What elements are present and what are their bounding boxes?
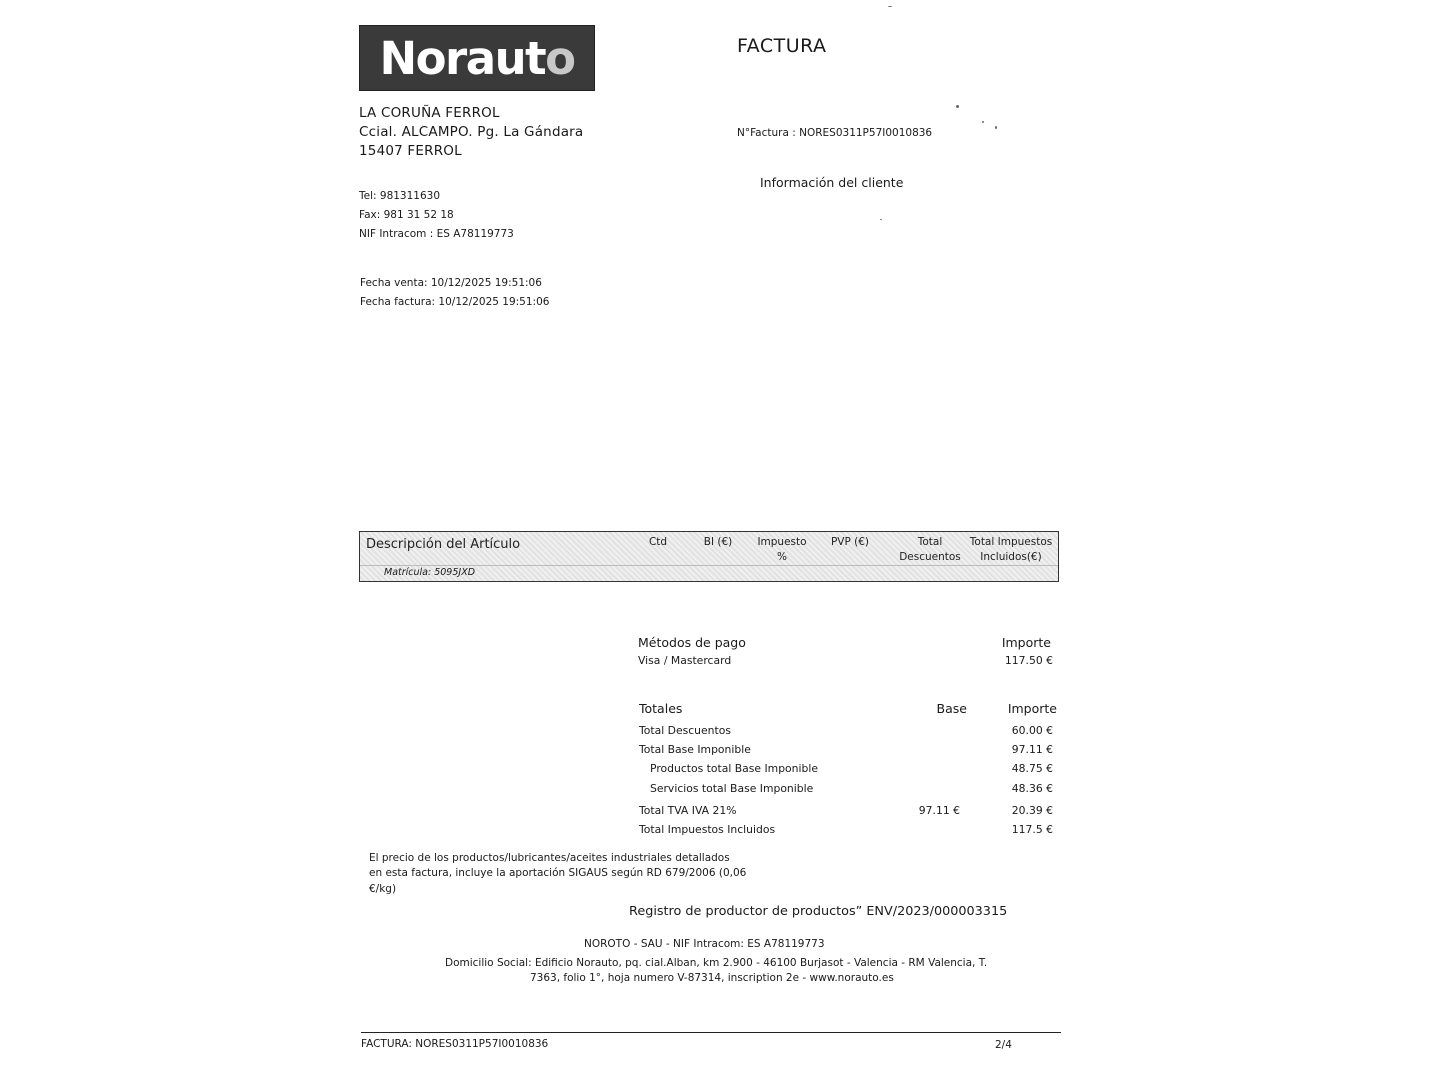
producer-registry: Registro de productor de productos” ENV/2023/000003315 — [629, 904, 1008, 919]
company-line: 7363, folio 1°, hoja numero V-87314, inscription 2e - www.norauto.es — [530, 972, 894, 984]
col-tax-line2: % — [777, 551, 787, 563]
items-table-header — [359, 531, 1059, 582]
scan-speck — [982, 121, 984, 123]
logo-accent-letter: o — [545, 31, 575, 85]
totals-heading: Totales — [639, 701, 683, 716]
table-divider — [360, 565, 1058, 566]
norauto-logo — [359, 25, 595, 91]
client-info-title: Información del cliente — [760, 175, 904, 187]
col-discounts-line1: Total — [917, 536, 943, 548]
scan-speck — [995, 126, 997, 129]
store-address: Ccial. ALCAMPO. Pg. La Gándara — [359, 124, 584, 140]
company-line: NOROTO - SAU - NIF Intracom: ES A78119773 — [584, 938, 825, 950]
payment-amount-heading: Importe — [1001, 635, 1051, 650]
col-pvp: PVP (€) — [830, 536, 870, 548]
footer-invoice: FACTURA: NORES0311P57I0010836 — [361, 1038, 549, 1050]
document-title: FACTURA — [737, 35, 827, 57]
vehicle-plate: Matrícula: 5095JXD — [384, 567, 476, 578]
col-tax — [752, 535, 812, 565]
payment-heading: Métodos de pago — [638, 635, 746, 650]
totals-row-label: Servicios total Base Imponible — [650, 782, 814, 795]
payment-amount: 117.50 € — [1004, 654, 1053, 667]
totals-row-label: Total Descuentos — [639, 724, 731, 737]
footer-rule — [361, 1032, 1061, 1033]
footer-page-number: 2/4 — [995, 1039, 1012, 1051]
payment-method: Visa / Mastercard — [638, 654, 732, 667]
totals-row-label: Productos total Base Imponible — [650, 762, 819, 775]
company-line: Domicilio Social: Edificio Norauto, pq. cial.Alban, km 2.900 - 46100 Burjasot - Valencia - RM Valencia, T. — [445, 957, 988, 969]
store-city: 15407 FERROL — [359, 143, 462, 159]
sigaus-note-line: en esta factura, incluye la aportación SIGAUS según RD 679/2006 (0,06 — [369, 867, 747, 879]
totals-amount-heading: Importe — [1007, 701, 1057, 716]
totals-row-base: 97.11 € — [918, 804, 960, 817]
scan-speck — [956, 105, 959, 108]
scan-speck — [880, 219, 882, 220]
totals-row-amount: 20.39 € — [1011, 804, 1053, 817]
totals-row-amount: 97.11 € — [1011, 743, 1053, 756]
store-nif: NIF Intracom : ES A78119773 — [359, 228, 514, 240]
store-fax: Fax: 981 31 52 18 — [359, 209, 454, 221]
sale-date: Fecha venta: 10/12/2025 19:51:06 — [360, 277, 542, 289]
col-description: Descripción del Artículo — [366, 537, 521, 552]
sigaus-note-line: El precio de los productos/lubricantes/aceites industriales detallados — [369, 852, 730, 864]
scan-speck — [888, 6, 892, 7]
totals-row-label: Total Base Imponible — [639, 743, 751, 756]
sigaus-note-line: €/kg) — [369, 883, 397, 895]
col-taxes-included — [966, 535, 1056, 565]
col-taxes-line2: Incluidos(€) — [980, 551, 1042, 563]
totals-row-amount: 48.36 € — [1011, 782, 1053, 795]
totals-base-heading: Base — [936, 701, 967, 716]
col-tax-line1: Impuesto — [757, 536, 807, 548]
invoice-number: N°Factura : NORES0311P57I0010836 — [737, 127, 933, 139]
col-taxes-line1: Total Impuestos — [969, 536, 1053, 548]
col-qty: Ctd — [648, 536, 668, 548]
col-discounts-line2: Descuentos — [899, 551, 961, 563]
logo-text: Norauto — [379, 31, 575, 85]
store-name: LA CORUÑA FERROL — [359, 105, 500, 121]
totals-row-label: Total Impuestos Incluidos — [639, 823, 776, 836]
totals-row-label: Total TVA IVA 21% — [639, 804, 737, 817]
col-discounts — [895, 535, 965, 565]
totals-row-amount: 60.00 € — [1011, 724, 1053, 737]
invoice-date: Fecha factura: 10/12/2025 19:51:06 — [360, 296, 550, 308]
totals-row-amount: 117.5 € — [1011, 823, 1053, 836]
totals-row-amount: 48.75 € — [1011, 762, 1053, 775]
store-tel: Tel: 981311630 — [359, 190, 441, 202]
col-bi: BI (€) — [703, 536, 733, 548]
